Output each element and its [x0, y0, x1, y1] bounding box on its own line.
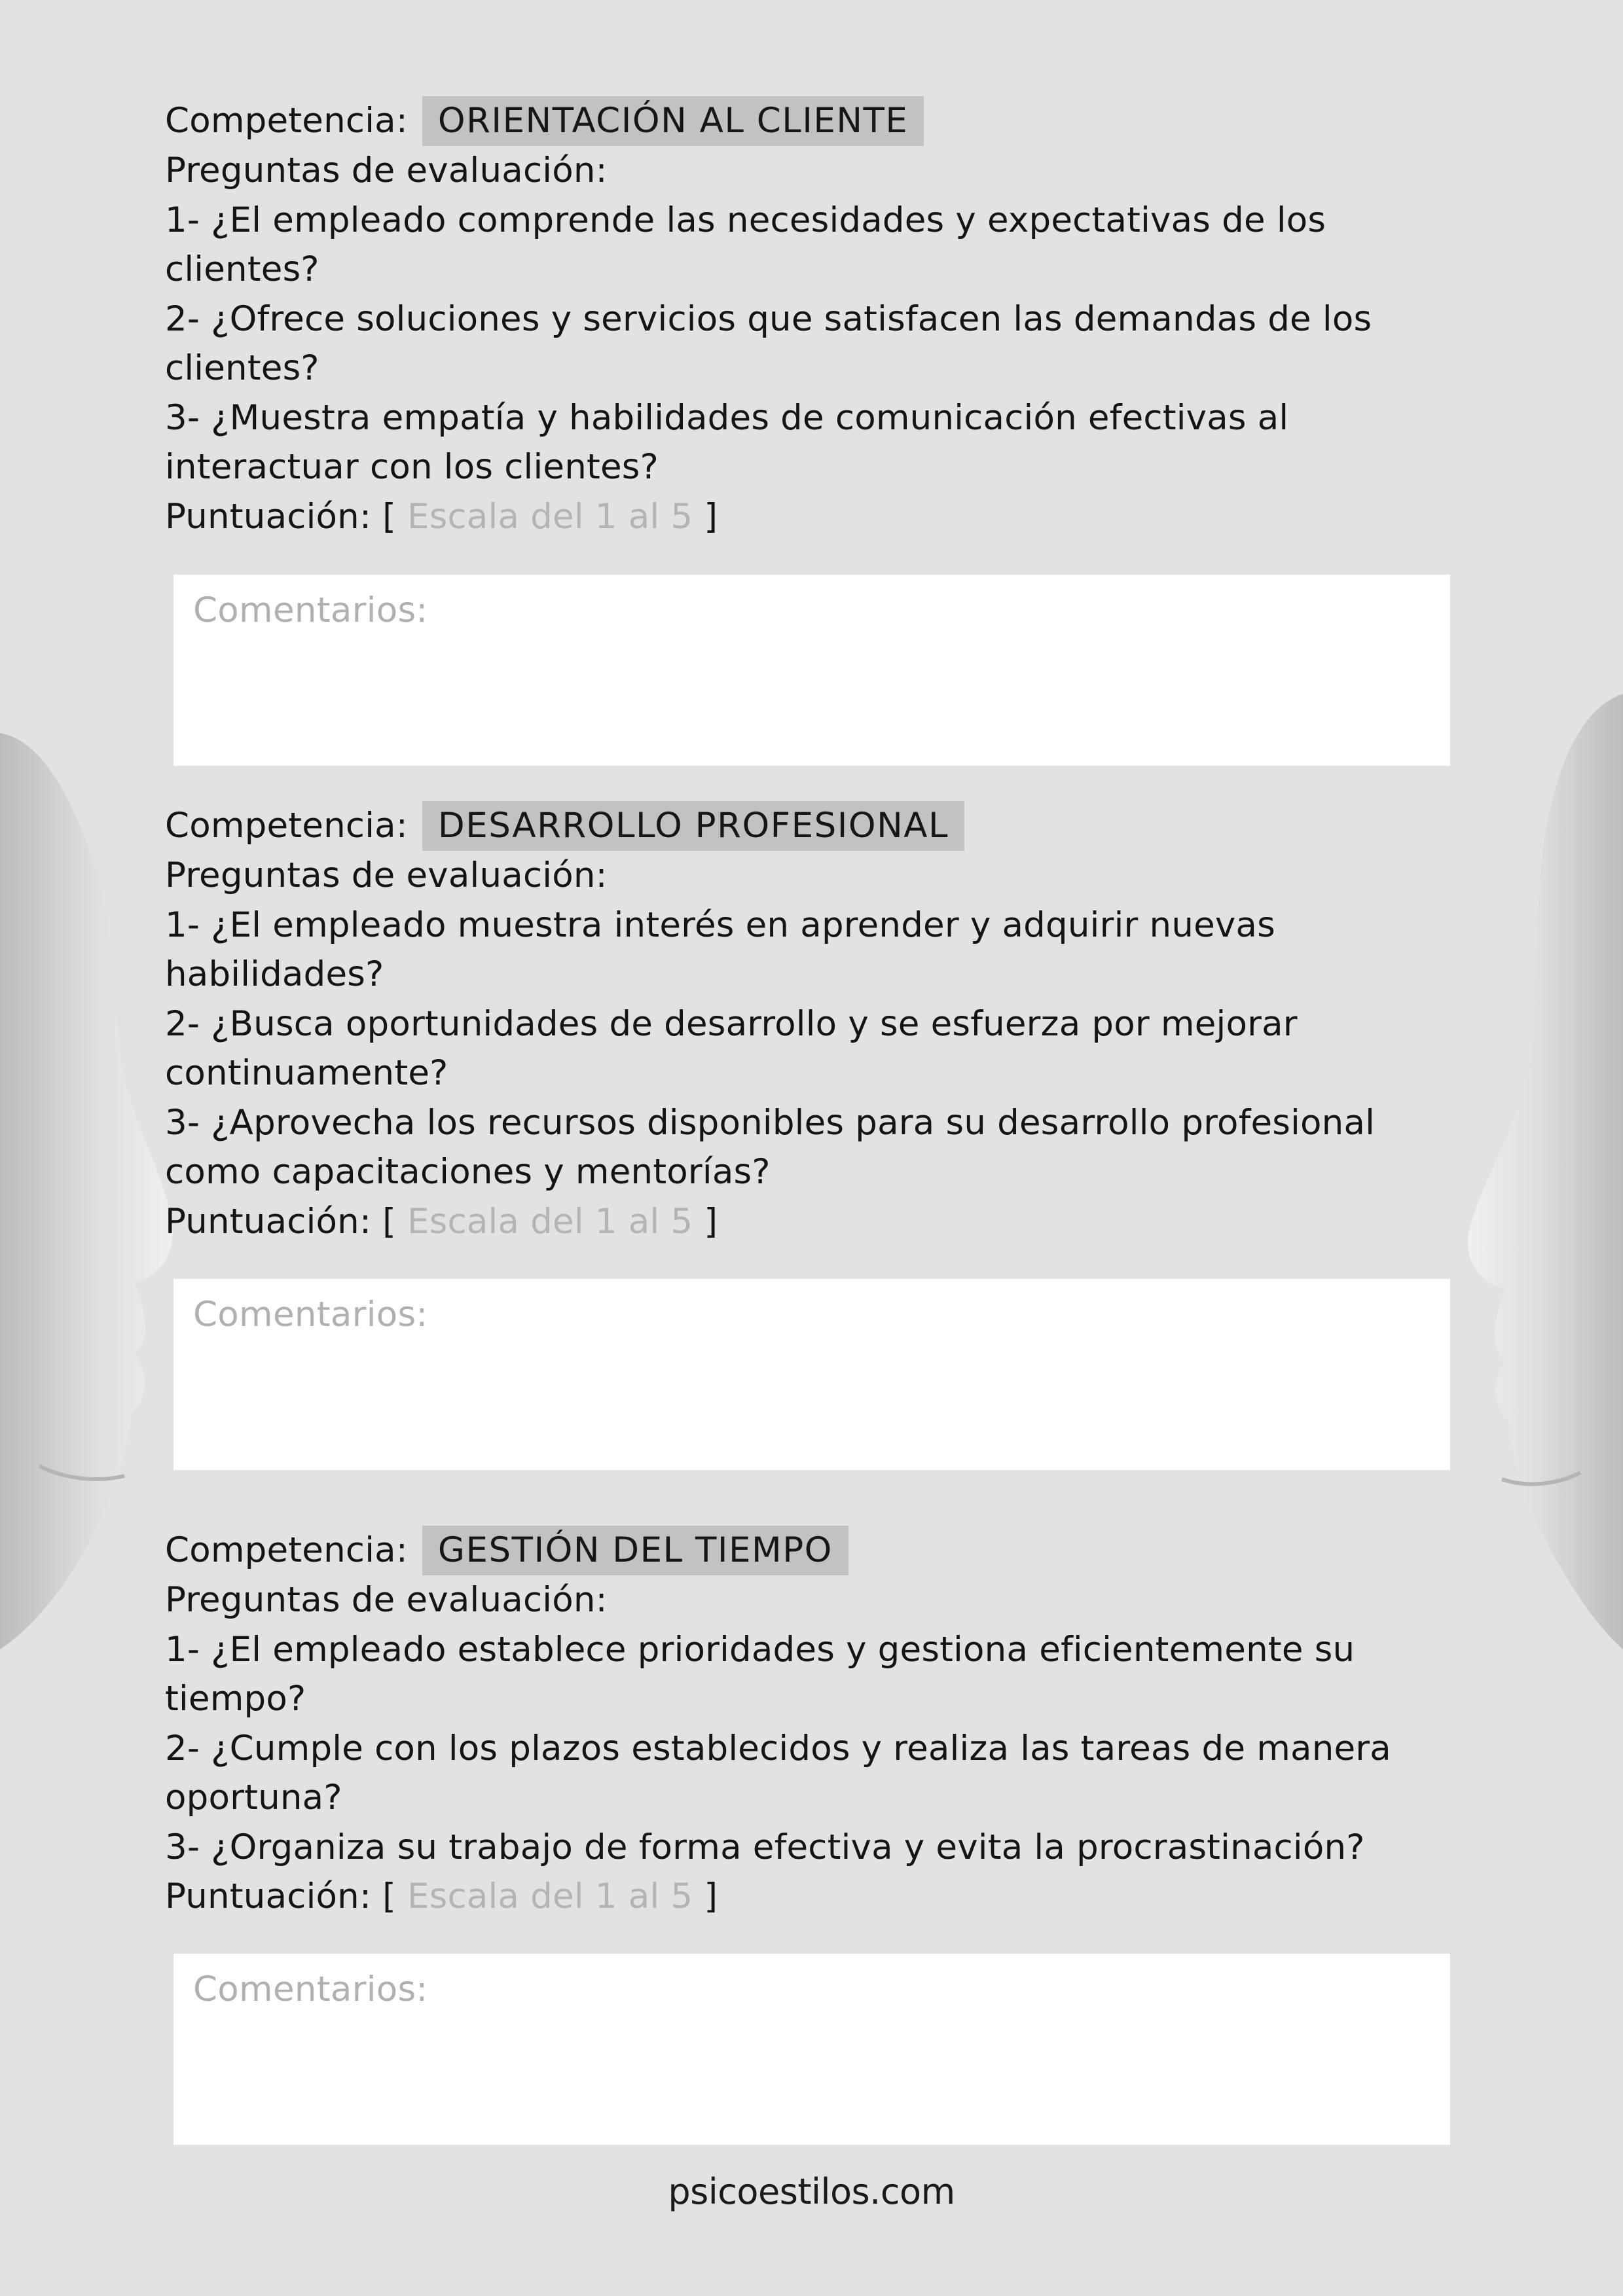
comments-box[interactable] [173, 1954, 1450, 2145]
competency-section-3 [165, 1526, 1468, 1922]
competency-row [165, 1526, 1468, 1575]
score-open-bracket: [ [382, 1876, 396, 1916]
competency-label: Competencia: [165, 1530, 408, 1571]
competency-name: ORIENTACIÓN AL CLIENTE [422, 96, 924, 146]
score-label: Puntuación: [165, 1201, 371, 1242]
question-line: clientes? [165, 348, 319, 388]
score-scale-field[interactable]: Escala del 1 al 5 [407, 496, 693, 537]
question-line: 1- ¿El empleado muestra interés en aprender y adquirir nuevas [165, 905, 1275, 945]
footer-website: psicoestilos.com [668, 2171, 955, 2212]
score-row [165, 492, 1468, 542]
competency-label: Competencia: [165, 101, 408, 141]
competency-row [165, 96, 1468, 146]
score-row [165, 1872, 1468, 1922]
score-scale-field[interactable]: Escala del 1 al 5 [407, 1201, 693, 1242]
question-line: 2- ¿Cumple con los plazos establecidos y realiza las tareas de manera [165, 1728, 1391, 1768]
comments-box[interactable] [173, 1279, 1450, 1470]
question-line: interactuar con los clientes? [165, 447, 659, 487]
competency-name: DESARROLLO PROFESIONAL [422, 801, 964, 851]
question-line: habilidades? [165, 954, 384, 994]
score-label: Puntuación: [165, 496, 371, 537]
comments-box[interactable] [173, 575, 1450, 766]
score-label: Puntuación: [165, 1876, 371, 1916]
score-close-bracket: ] [704, 1201, 718, 1242]
competency-label: Competencia: [165, 806, 408, 846]
question-line: como capacitaciones y mentorías? [165, 1152, 771, 1192]
score-close-bracket: ] [704, 496, 718, 537]
question-line: 2- ¿Ofrece soluciones y servicios que satisfacen las demandas de los [165, 298, 1372, 339]
question-line: 3- ¿Muestra empatía y habilidades de comunicación efectivas al [165, 397, 1289, 438]
comments-label: Comentarios: [193, 1295, 428, 1335]
question-line: oportuna? [165, 1778, 342, 1818]
questions-title: Preguntas de evaluación: [165, 855, 608, 895]
competency-section-1 [165, 96, 1468, 541]
competency-section-2 [165, 801, 1468, 1246]
question-line: 1- ¿El empleado comprende las necesidades y expectativas de los [165, 200, 1326, 240]
question-line: 2- ¿Busca oportunidades de desarrollo y se esfuerza por mejorar [165, 1003, 1298, 1044]
score-scale-field[interactable]: Escala del 1 al 5 [407, 1876, 693, 1916]
score-open-bracket: [ [382, 1201, 396, 1242]
score-row [165, 1197, 1468, 1247]
question-line: clientes? [165, 249, 319, 289]
question-line: 3- ¿Aprovecha los recursos disponibles para su desarrollo profesional [165, 1102, 1376, 1143]
left-face-image [0, 694, 183, 1676]
question-line: continuamente? [165, 1053, 448, 1093]
score-close-bracket: ] [704, 1876, 718, 1916]
questions-title: Preguntas de evaluación: [165, 151, 608, 190]
comments-label: Comentarios: [193, 1969, 428, 2009]
question-line: 1- ¿El empleado establece prioridades y gestiona eficientemente su [165, 1629, 1355, 1670]
score-open-bracket: [ [382, 496, 396, 537]
questions-title: Preguntas de evaluación: [165, 1580, 608, 1620]
question-line: tiempo? [165, 1679, 306, 1719]
competency-name: GESTIÓN DEL TIEMPO [422, 1526, 848, 1575]
comments-label: Comentarios: [193, 590, 428, 630]
question-line: 3- ¿Organiza su trabajo de forma efectiva y evita la procrastinación? [165, 1827, 1365, 1867]
competency-row [165, 801, 1468, 851]
